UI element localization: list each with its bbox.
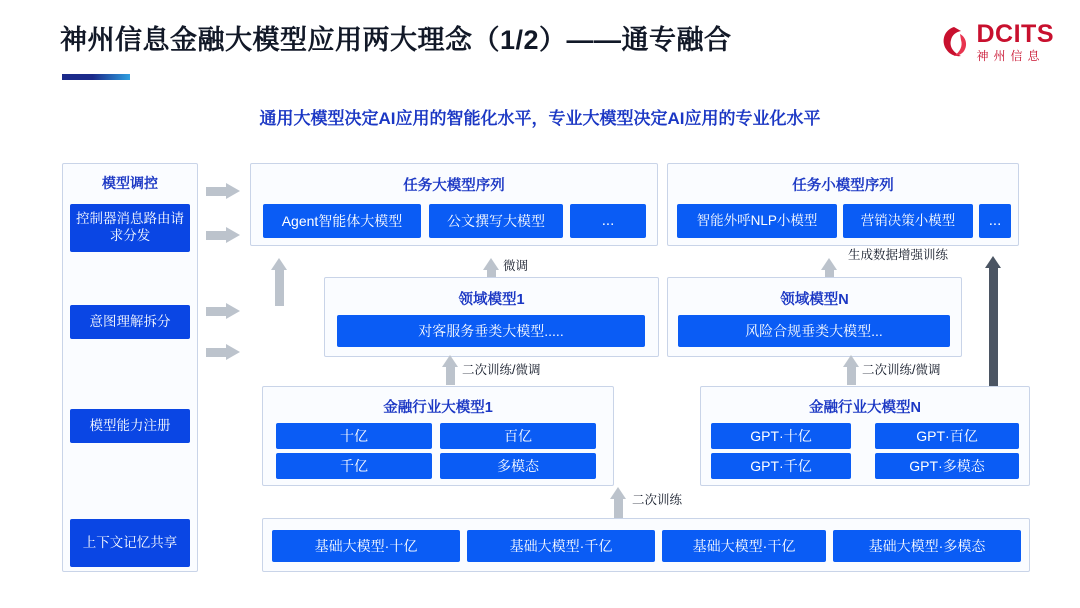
task-large-model-title: 任务大模型序列 [403,178,505,194]
base-box-multimodal[interactable]: 基础大模型·多模态 [833,530,1021,562]
domain-box-risk-compliance[interactable]: 风险合规垂类大模型... [678,315,950,347]
model-control-title: 模型调控 [102,175,158,191]
industry-model-1-title: 金融行业大模型1 [383,400,493,416]
control-item-router[interactable]: 控制器消息路由请求分发 [70,204,190,252]
base-box-1b[interactable]: 基础大模型·十亿 [272,530,460,562]
domain-box-customer-service[interactable]: 对客服务垂类大模型..... [337,315,645,347]
task-box-nlp[interactable]: 智能外呼NLP小模型 [677,204,837,238]
label-second-train: 二次训练 [632,493,683,507]
arrow-up-second-train-left [442,355,458,385]
industry-box-gpt-100b[interactable]: GPT·千亿 [711,453,851,479]
label-fine-tune: 微调 [503,259,529,273]
arrow-right-2 [206,227,240,243]
domain-model-1-title: 领域模型1 [458,292,525,308]
task-box-more[interactable]: ... [570,204,646,238]
arrow-right-4 [206,344,240,360]
task-box-doc[interactable]: 公文撰写大模型 [429,204,563,238]
logo-sub-text: 神州信息 [976,49,1045,63]
industry-box-gpt-multimodal[interactable]: GPT·多模态 [875,453,1019,479]
arrow-right-3 [206,303,240,319]
label-second-train-tune-left: 二次训练/微调 [462,363,541,377]
industry-box-10b[interactable]: 百亿 [440,423,596,449]
task-small-model-title: 任务小模型序列 [792,178,894,194]
arrow-up-right-edge [985,256,1001,386]
label-data-augment: 生成数据增强训练 [847,248,948,262]
arrow-up-second-train-right [843,355,859,385]
task-box-agent[interactable]: Agent智能体大模型 [263,204,421,238]
base-box-trillion[interactable]: 基础大模型·干亿 [662,530,826,562]
control-item-intent[interactable]: 意图理解拆分 [70,305,190,339]
industry-box-gpt-10b[interactable]: GPT·百亿 [875,423,1019,449]
base-box-100b[interactable]: 基础大模型·千亿 [467,530,655,562]
task-box-marketing[interactable]: 营销决策小模型 [843,204,973,238]
title-underline [62,74,130,80]
arrow-up-left-edge [271,258,287,306]
domain-model-n-title: 领域模型N [780,292,849,308]
industry-model-n-title: 金融行业大模型N [809,400,921,416]
industry-box-1b[interactable]: 十亿 [276,423,432,449]
page-title: 神州信息金融大模型应用两大理念（1/2）——通专融合 [60,25,732,55]
arrow-right-1 [206,183,240,199]
logo-swirl-icon [940,25,970,59]
arrow-up-second-train [610,487,626,519]
industry-box-100b[interactable]: 千亿 [276,453,432,479]
industry-box-multimodal[interactable]: 多模态 [440,453,596,479]
logo-main-text: DCITS [976,20,1054,48]
subtitle: 通用大模型决定AI应用的智能化水平，专业大模型决定AI应用的专业化水平 [259,109,821,128]
control-item-context[interactable]: 上下文记忆共享 [70,519,190,567]
company-logo [940,22,1055,62]
control-item-registry[interactable]: 模型能力注册 [70,409,190,443]
label-second-train-tune-right: 二次训练/微调 [862,363,941,377]
industry-box-gpt-1b[interactable]: GPT·十亿 [711,423,851,449]
task-box-more-2[interactable]: ... [979,204,1011,238]
